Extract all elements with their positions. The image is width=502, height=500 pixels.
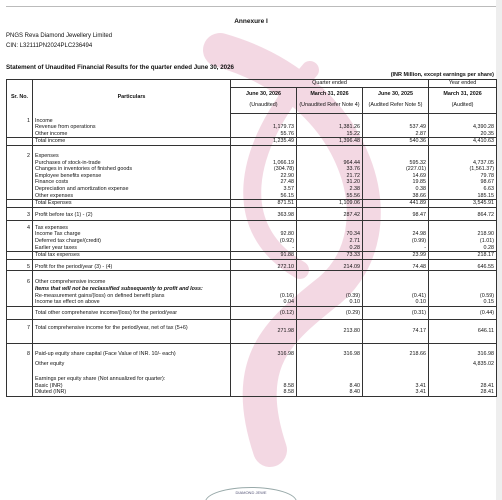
table-row: Depreciation and amortization expense 3.57 2.38 0.38 6.63 xyxy=(7,186,497,193)
table-row: Finance costs 27.48 31.20 19.85 98.67 xyxy=(7,179,497,186)
table-row: Revenue from operations 1,179.73 1,381.26 537.49 4,390.28 xyxy=(7,124,497,131)
table-row: Basic (INR) 8.58 8.40 3.41 28.41 xyxy=(7,383,497,390)
col2-status: (Unaudited Refer Note 4) xyxy=(297,97,363,114)
table-row: 4 Tax expenses xyxy=(7,220,497,231)
table-row: Other income 55.76 15.22 2.87 20.35 xyxy=(7,131,497,138)
financial-results-table xyxy=(6,79,497,397)
table-row: Income tax effect on above 0.04 0.10 0.10 0.15 xyxy=(7,299,497,306)
table-row: Re-measurement gains/(loss) on defined benefit plans (0.16) (0.39) (0.41) (0.59) xyxy=(7,293,497,300)
table-row: 8 Paid-up equity share capital (Face Value of INR. 10/- each) 316.98 316.98 218.66 316.98 xyxy=(7,343,497,357)
col2-date: March 31, 2026 xyxy=(297,87,363,97)
table-row-total: 5 Profit for the period/year (3) - (4) 272.10 214.09 74.48 646.55 xyxy=(7,259,497,271)
table-row: Purchases of stock-in-trade 1,066.19 964.44 595.32 4,737.05 xyxy=(7,160,497,167)
year-ended-header: Year ended xyxy=(429,80,497,88)
company-seal xyxy=(205,487,297,500)
cin-number: CIN: L32111PN2024PLC236494 xyxy=(6,43,93,49)
annexure-heading: Annexure I xyxy=(234,18,268,25)
seal-text: DIAMOND JEWE xyxy=(235,490,267,495)
table-row: Earlier year taxes - 0.28 - 0.28 xyxy=(7,245,497,252)
col1-date: June 30, 2026 xyxy=(231,87,297,97)
quarter-ended-header: Quarter ended xyxy=(231,80,429,88)
table-row-total: Total Expenses 871.51 1,109.06 441.89 3,545.91 xyxy=(7,200,497,208)
table-row: Income Tax charge 92.80 70.34 24.98 218.90 xyxy=(7,231,497,238)
table-row: 6 Other comprehensive income xyxy=(7,271,497,286)
table-row-total: Total tax expenses 91.88 73.33 23.99 218.17 xyxy=(7,252,497,260)
col4-date: March 31, 2026 xyxy=(429,87,497,97)
col1-status: (Unaudited) xyxy=(231,97,297,114)
particulars-header: Particulars xyxy=(33,80,231,114)
col3-date: June 30, 2025 xyxy=(363,87,429,97)
table-row: Earnings per equity share (Not annualized for quarter): xyxy=(7,368,497,383)
table-row-total: Total income 1,235.49 1,396.48 540.36 4,410.63 xyxy=(7,138,497,146)
company-name: PNGS Reva Diamond Jewellery Limited xyxy=(6,33,113,39)
table-row: Other expenses 56.15 55.56 38.66 185.15 xyxy=(7,193,497,200)
table-row-total: 7 Total comprehensive income for the period/year, net of tax (5+6) 271.98 213.80 74.17 646.11 xyxy=(7,319,497,343)
col4-status: (Audited) xyxy=(429,97,497,114)
header-row-1 xyxy=(7,80,497,88)
units-note: (INR Million, except earnings per share) xyxy=(390,72,494,78)
table-row: Deferred tax charge/(credit) (0.92) 2.71 (0.99) (1.01) xyxy=(7,238,497,245)
sr-header: Sr. No. xyxy=(7,80,33,114)
table-row-total: 3 Profit before tax (1) - (2) 363.98 287.42 98.47 864.72 xyxy=(7,207,497,220)
top-border xyxy=(6,6,496,7)
col3-status: (Audited Refer Note 5) xyxy=(363,97,429,114)
table-row: 1 Income xyxy=(7,114,497,125)
table-row: Other equity 4,835.02 xyxy=(7,357,497,368)
table-row: 2 Expenses xyxy=(7,146,497,160)
table-row-total: Total other comprehensive income/(loss) for the period/year (0.12) (0.29) (0.31) (0.44) xyxy=(7,306,497,319)
table-row: Items that will not be reclassified subsequently to profit and loss: xyxy=(7,286,497,293)
table-row: Diluted (INR) 8.58 8.40 3.41 28.41 xyxy=(7,389,497,396)
statement-title: Statement of Unaudited Financial Results for the quarter ended June 30, 2026 xyxy=(6,64,234,71)
table-row: Changes in inventories of finished goods (304.78) 33.76 (227.01) (1,561.37) xyxy=(7,166,497,173)
table-row: Employee benefits expense 22.90 21.72 14.69 79.78 xyxy=(7,173,497,180)
